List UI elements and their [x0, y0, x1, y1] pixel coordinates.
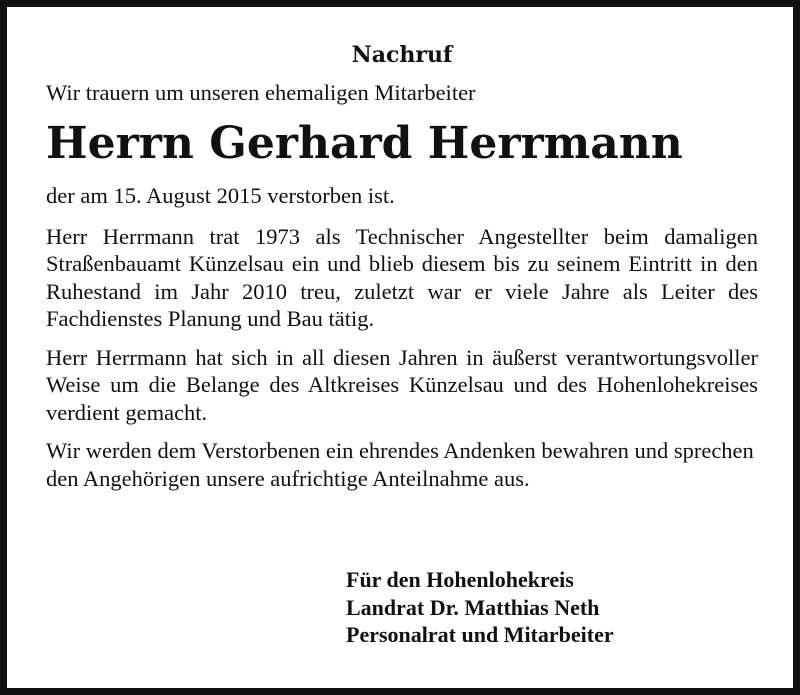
signature-block [346, 566, 614, 649]
merit-paragraph: Herr Herrmann hat sich in all diesen Jahren in äußerst verantwortungsvoller Weise um die Belange des Altkreises Künzelsau und des Hohenlohekreises verdient gemacht. [46, 344, 758, 425]
notice-intro: Wir trauern um unseren ehemaligen Mitarbeiter [46, 80, 476, 105]
obituary-notice [46, 40, 758, 492]
signature-line: Landrat Dr. Matthias Neth [346, 594, 600, 620]
signature-line: Personalrat und Mitarbeiter [346, 622, 614, 647]
date-of-death: der am 15. August 2015 verstorben ist. [46, 183, 395, 208]
signature-line: Für den Hohenlohekreis [346, 567, 574, 592]
career-paragraph: Herr Herrmann trat 1973 als Technischer Angestellter beim damaligen Straßenbauamt Künzelsau ein und blieb diesem bis zu seinem Eintritt in den Ruhestand im Jahr 2010 treu, zuletzt war er viele Jahre als Leiter des Fachdienstes Planung und Bau tätig. [46, 223, 758, 331]
deceased-name: Herrn Gerhard Herrmann [46, 118, 683, 169]
notice-heading: Nachruf [351, 42, 453, 68]
condolence-paragraph: Wir werden dem Verstorbenen ein ehrendes Andenken bewahren und sprechen den Angehörigen unsere aufrichtige Anteilnahme aus. [46, 438, 754, 491]
